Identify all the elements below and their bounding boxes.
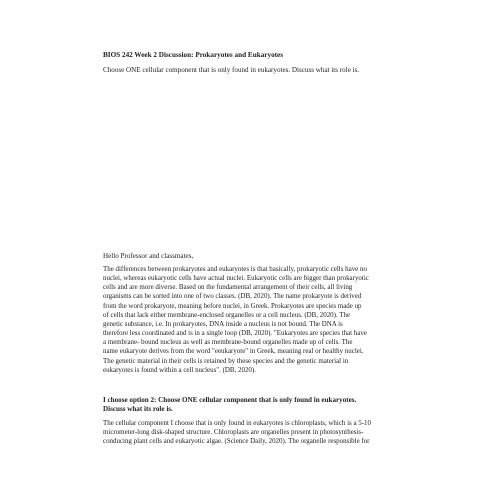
text-line: micrometer-long disk-shaped structure. Chloroplasts are organelles present in photosynthesis- xyxy=(103,428,364,437)
text-line: eukaryotes is found within a cell nucleus". (DB, 2020). xyxy=(103,365,256,374)
text-line: The differences between prokaryotes and eukaryotes is that basically, prokaryotic cells have no xyxy=(103,265,367,273)
text-line: from the word prokaryote, meaning before nuclei, in Greek. Prokaryotes are species made up xyxy=(103,301,362,310)
heading-line: Discuss what its role is. xyxy=(103,405,173,414)
text-line: organisms can be sorted into one of two classes. (DB, 2020). The name prokaryote is derived xyxy=(103,292,362,301)
text-line: name eukaryote derives from the word "eeukaryote" in Greek, meaning real or healthy nuclei. xyxy=(103,347,364,356)
option-heading xyxy=(103,396,356,414)
text-line: genetic substance, i.e. In prokaryotes, DNA inside a nucleus is not bound. The DNA is xyxy=(103,319,343,328)
heading-line: I choose option 2: Choose ONE cellular component that is only found in eukaryotes. xyxy=(103,396,357,404)
discussion-prompt: Choose ONE cellular component that is only found in eukaryotes. Discuss what its role is. xyxy=(103,66,360,74)
text-line: therefore less coordinated and is in a single loop (DB, 2020). "Eukaryotes are species that have xyxy=(103,329,367,338)
text-line: cells and are more diverse. Based on the fundamental arrangement of their cells, all living xyxy=(103,283,353,292)
paragraph-chloroplasts xyxy=(103,419,403,446)
text-line: The genetic material in their cells is retained by these species and the genetic material in xyxy=(103,356,349,365)
text-line: nuclei, whereas eukaryotic cells have actual nuclei. Eukaryotic cells are bigger than prokaryotic xyxy=(103,274,369,283)
text-line: conducing plant cells and eukaryotic algae. (Science Daily, 2020). The organelle responsible for xyxy=(103,437,370,446)
document-title: BIOS 242 Week 2 Discussion: Prokaryotes and Eukaryotes xyxy=(103,51,284,59)
text-line: of cells that lack either membrane-enclosed organelles or a cell nucleus. (DB, 2020). The xyxy=(103,310,351,319)
paragraph-differences xyxy=(103,265,403,375)
text-line: The cellular component I choose that is only found in eukaryotes is chloroplasts, which is a 5-10 xyxy=(103,419,371,427)
text-line: a membrane- bound nucleus as well as membrane-bound organelles made up of cells. The xyxy=(103,338,353,347)
greeting: Hello Professor and classmates, xyxy=(103,252,194,260)
